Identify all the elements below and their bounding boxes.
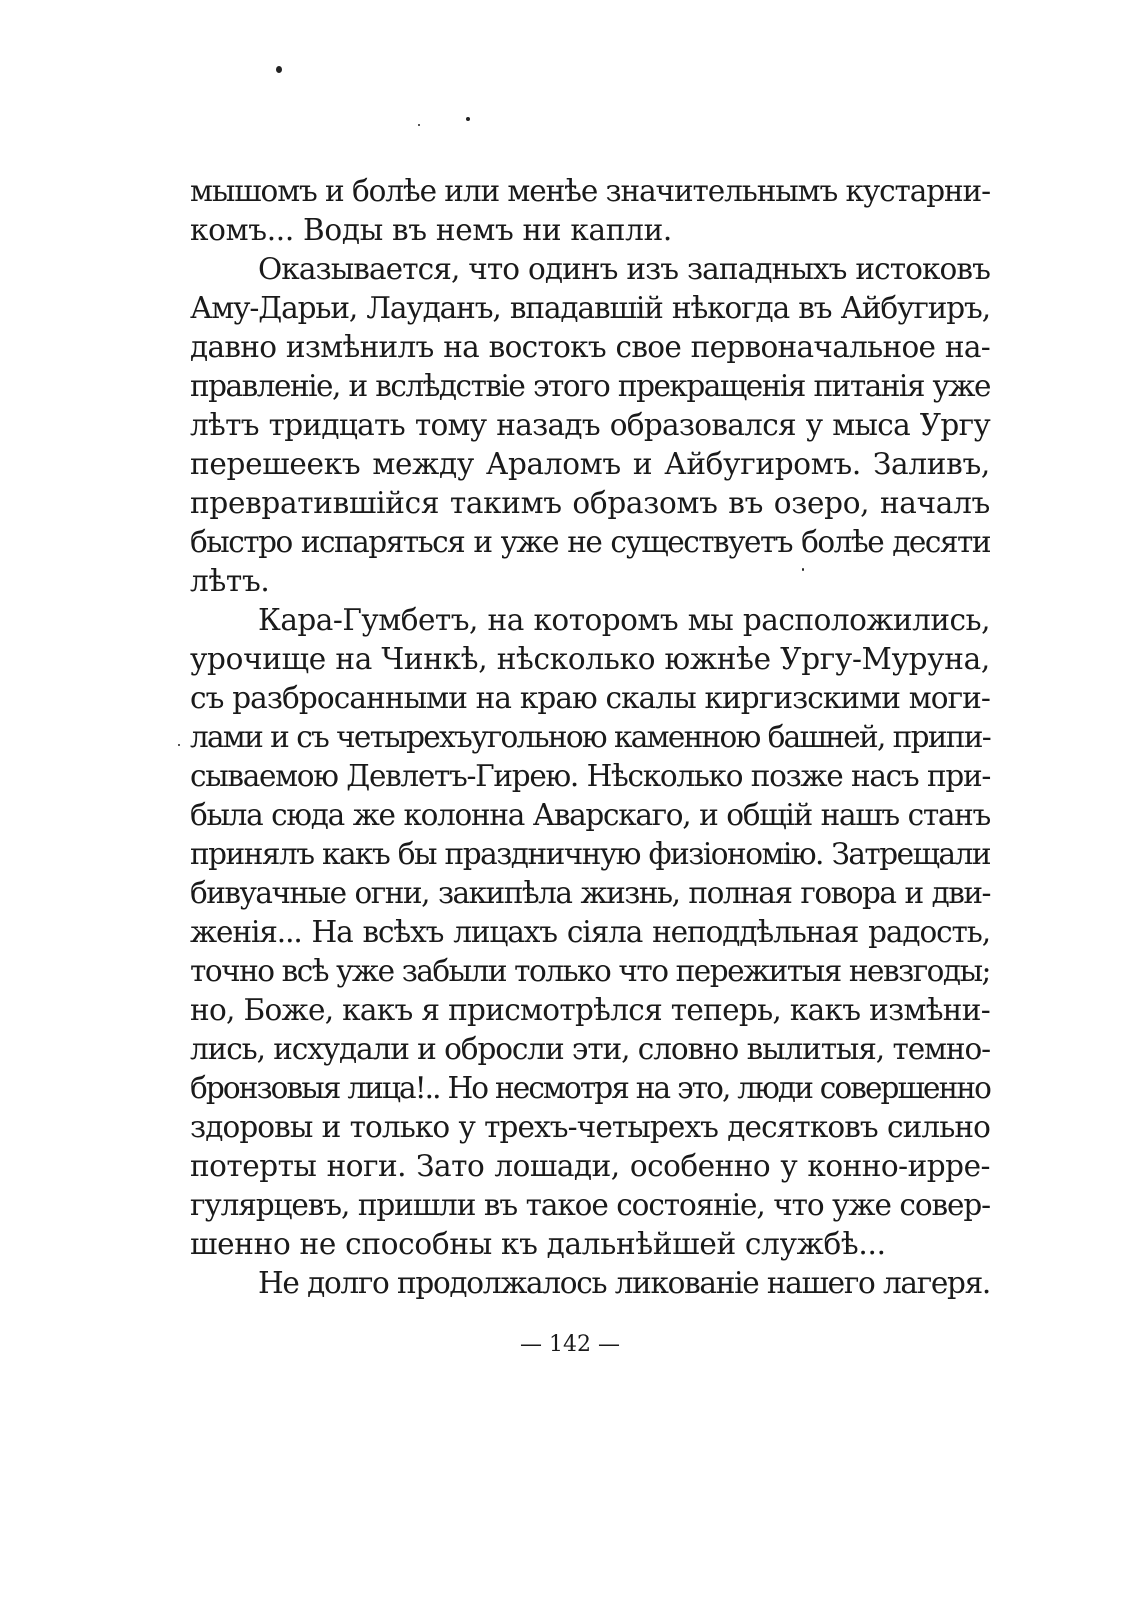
text-line: быстро испаряться и уже не существуетъ болѣе десяти (190, 525, 990, 559)
text-line: правленіе, и вслѣдствіе этого прекращенія питанія уже (190, 369, 990, 403)
text-line: Не долго продолжалось ликованіе нашего лагеря. (258, 1266, 990, 1300)
text-line: точно всѣ уже забыли только что пережитыя невзгоды; (190, 954, 990, 988)
text-line: гулярцевъ, пришли въ такое состояніе, что уже совер- (190, 1188, 990, 1222)
text-line: давно измѣнилъ на востокъ свое первоначальное на- (190, 330, 990, 364)
ink-speck (178, 744, 180, 746)
text-line: здоровы и только у трехъ-четырехъ десятковъ сильно (190, 1110, 990, 1144)
text-line: шенно не способны къ дальнѣйшей службѣ... (190, 1227, 886, 1261)
text-line: сываемою Девлетъ-Гирею. Нѣсколько позже насъ при- (190, 759, 990, 793)
text-line: превратившійся такимъ образомъ въ озеро, началъ (190, 486, 990, 520)
body-text (190, 172, 990, 1303)
ink-speck (418, 124, 420, 126)
text-line: Аму-Дарьи, Лауданъ, впадавшій нѣкогда въ Айбугиръ, (190, 291, 990, 325)
text-line: Оказывается, что одинъ изъ западныхъ истоковъ (258, 252, 990, 286)
text-line: мышомъ и болѣе или менѣе значительнымъ кустарни- (190, 174, 990, 208)
text-line: комъ... Воды въ немъ ни капли. (190, 213, 673, 247)
text-line: лѣтъ. (190, 564, 270, 598)
text-line: Кара-Гумбетъ, на которомъ мы расположились, (258, 603, 990, 637)
text-line: съ разбросанными на краю скалы киргизскими моги- (190, 681, 990, 715)
text-line: но, Боже, какъ я присмотрѣлся теперь, какъ измѣни- (190, 993, 990, 1027)
text-line: бронзовыя лица!.. Но несмотря на это, люди совершенно (190, 1071, 990, 1105)
text-line: потерты ноги. Зато лошади, особенно у конно-ирре- (190, 1149, 990, 1183)
text-line: лись, исхудали и обросли эти, словно вылитыя, темно- (190, 1032, 990, 1066)
ink-speck (276, 66, 282, 73)
text-line: лами и съ четырехъугольною каменною башней, припи- (190, 720, 990, 754)
text-line: перешеекъ между Араломъ и Айбугиромъ. Заливъ, (190, 447, 990, 481)
ink-speck (466, 117, 470, 121)
text-line: женія... На всѣхъ лицахъ сіяла неподдѣльная радость, (190, 915, 990, 949)
text-line: принялъ какъ бы праздничную физіономію. Затрещали (190, 837, 990, 871)
text-line: урочище на Чинкѣ, нѣсколько южнѣе Ургу-Муруна, (190, 642, 990, 676)
text-line: была сюда же колонна Аварскаго, и общій нашъ станъ (190, 798, 990, 832)
page-number: — 142 — (520, 1332, 620, 1357)
text-line: лѣтъ тридцать тому назадъ образовался у мыса Ургу (190, 408, 990, 442)
text-line: бивуачные огни, закипѣла жизнь, полная говора и дви- (190, 876, 990, 910)
